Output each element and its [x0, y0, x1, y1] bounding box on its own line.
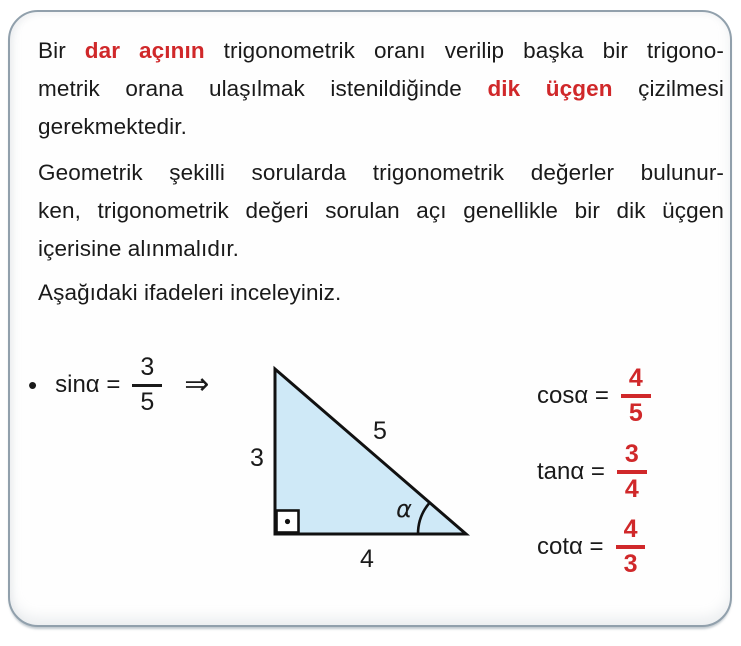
sin-fraction — [132, 354, 162, 416]
paragraph-line: Aşağıdaki ifadeleri inceleyiniz. — [38, 280, 342, 305]
cot-numerator: 4 — [616, 516, 646, 550]
paragraph-line: Geometrik şekilli sorularda trigonometrik değerler bulunur- — [38, 160, 724, 185]
sin-numerator: 3 — [132, 354, 162, 387]
text-run: trigonometrik oranı verilip başka bir trigono- — [204, 38, 724, 63]
cot-fraction — [616, 516, 646, 579]
bullet-icon: • — [28, 370, 38, 400]
sin-denominator: 5 — [140, 387, 155, 416]
text-run: Bir — [38, 38, 85, 63]
tan-fraction — [617, 441, 647, 504]
tan-result-row — [537, 440, 647, 504]
cot-label: cotα = — [537, 533, 604, 560]
cos-label: cosα = — [537, 382, 609, 409]
text-run: metrik orana ulaşılmak istenildiğinde — [38, 76, 488, 101]
triangle-shape — [275, 369, 466, 534]
triangle-svg — [240, 357, 480, 582]
cos-result-row — [537, 364, 651, 428]
paragraph-line — [38, 32, 724, 70]
instruction-paragraph — [38, 274, 724, 312]
cos-numerator: 4 — [621, 365, 651, 399]
paragraph-line: ken, trigonometrik değeri sorulan açı genellikle bir dik üçgen — [38, 198, 724, 223]
content-card — [8, 10, 732, 627]
highlight-dik-ucgen: dik üçgen — [487, 76, 613, 101]
paragraph-line: gerekmektedir. — [38, 114, 187, 139]
intro-paragraph-2 — [38, 154, 724, 268]
sin-example-row — [28, 350, 209, 420]
implies-arrow-icon: ⇒ — [184, 368, 210, 401]
cos-fraction — [621, 365, 651, 428]
tan-numerator: 3 — [617, 441, 647, 475]
hypotenuse-label: 5 — [373, 417, 387, 445]
paragraph-line: içerisine alınmalıdır. — [38, 236, 240, 261]
base-side-label: 4 — [360, 545, 374, 573]
paragraph-line — [38, 70, 724, 108]
cot-denominator: 3 — [623, 550, 638, 578]
intro-paragraph-1 — [38, 32, 724, 146]
tan-label: tanα = — [537, 458, 605, 485]
cot-result-row — [537, 515, 645, 579]
angle-alpha-label: α — [396, 495, 412, 523]
sin-label: sinα = — [55, 371, 121, 398]
right-angle-dot-icon — [285, 519, 290, 524]
right-triangle-figure — [240, 357, 480, 582]
text-run: çizilmesi — [612, 76, 724, 101]
cos-denominator: 5 — [628, 399, 643, 427]
highlight-dar-acinin: dar açının — [84, 38, 205, 63]
tan-denominator: 4 — [624, 475, 639, 503]
vertical-side-label: 3 — [250, 444, 264, 472]
